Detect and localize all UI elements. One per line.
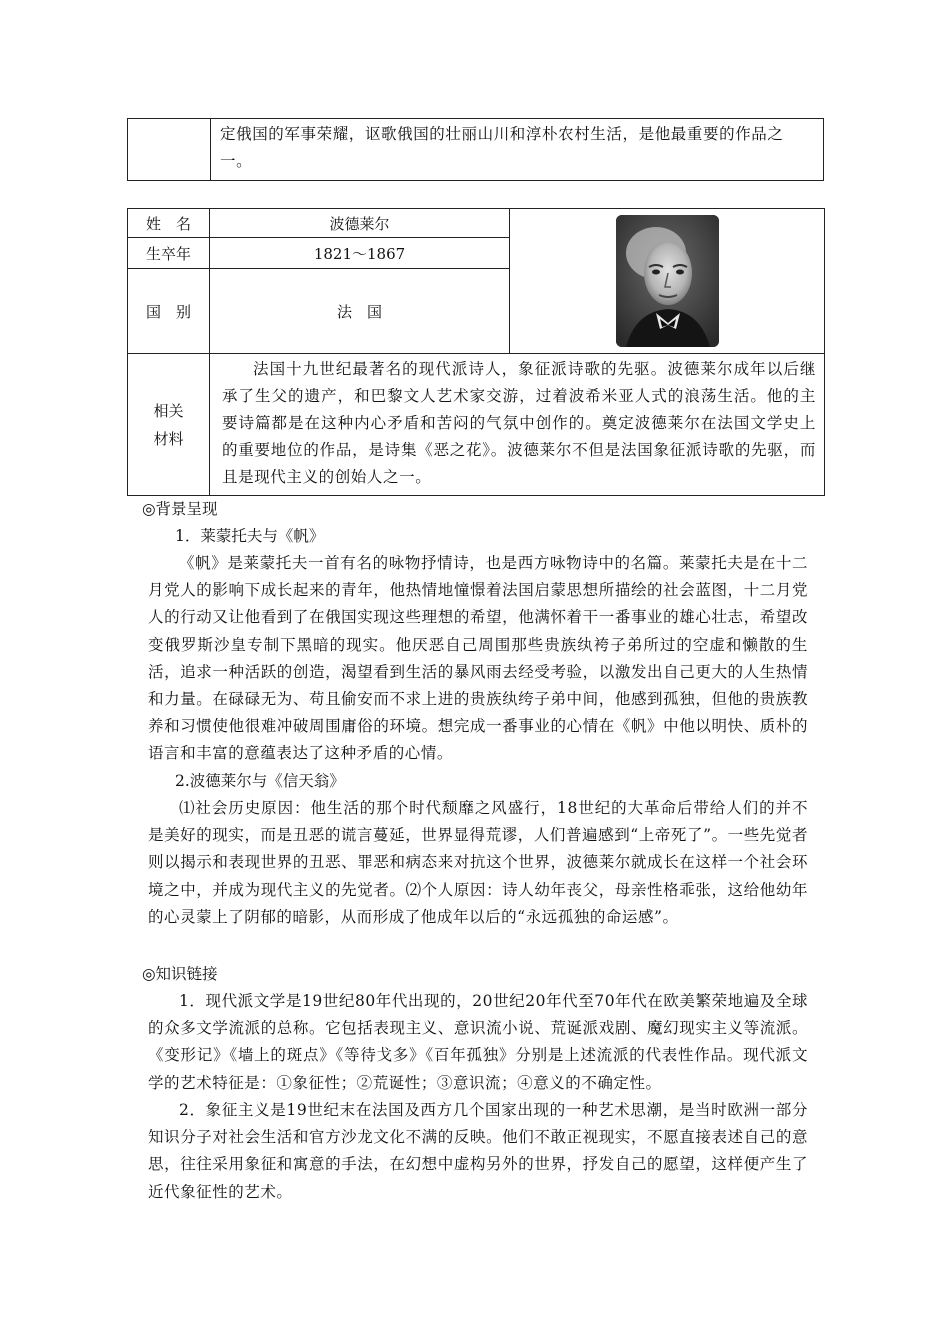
background-heading: ◎背景呈现 (142, 500, 218, 518)
knowledge-paragraph-1-text: 1．现代派文学是19世纪80年代出现的，20世纪20年代至70年代在欧美繁荣地遍及全球的众多文学流派的总称。它包括表现主义、意识流小说、荒诞派戏剧、魔幻现实主义等流派。《变形记》《墙上的斑点》《等待戈多》《百年孤独》分别是上述流派的代表性作品。现代派文学的艺术特征是：①象征性；②荒诞性；③意识流；④意义的不确定性。 (148, 992, 808, 1092)
knowledge-heading: ◎知识链接 (142, 965, 218, 983)
knowledge-paragraph-1 (148, 988, 808, 1097)
material-text (210, 354, 825, 496)
profile-table (127, 208, 825, 496)
background-paragraph-1 (148, 550, 808, 768)
background-paragraph-2 (148, 795, 808, 931)
top-table (127, 118, 824, 181)
top-table-label-cell (128, 119, 211, 181)
background-paragraph-1-text: 《帆》是莱蒙托夫一首有名的咏物抒情诗，也是西方咏物诗中的名篇。莱蒙托夫是在十二月党人的影响下成长起来的青年，他热情地憧憬着法国启蒙思想所描绘的社会蓝图，十二月党人的行动又让他看到了在俄国实现这些理想的希望，他满怀着干一番事业的雄心壮志，希望改变俄罗斯沙皇专制下黑暗的现实。他厌恶自己周围那些贵族纨袴子弟所过的空虚和懒散的生活，追求一种活跃的创造，渴望看到生活的暴风雨去经受考验，以激发出自己更大的人生热情和力量。在碌碌无为、苟且偷安而不求上进的贵族纨绔子弟中间，他感到孤独，但他的贵族教养和习惯使他很难冲破周围庸俗的环境。想完成一番事业的心情在《帆》中他以明快、质朴的语言和丰富的意蕴表达了这种矛盾的心情。 (148, 554, 808, 763)
name-label: 姓 名 (128, 209, 210, 238)
years-label: 生卒年 (128, 238, 210, 269)
name-value: 波德莱尔 (210, 209, 510, 238)
top-table-text: 定俄国的军事荣耀，讴歌俄国的壮丽山川和淳朴农村生活，是他最重要的作品之一。 (211, 119, 824, 181)
country-value: 法 国 (210, 269, 510, 354)
knowledge-paragraph-2-text: 2．象征主义是19世纪末在法国及西方几个国家出现的一种艺术思潮，是当时欧洲一部分知识分子对社会生活和官方沙龙文化不满的反映。他们不敢正视现实，不愿直接表述自己的意思，往往采用象征和寓意的手法，在幻想中虚构另外的世界，抒发自己的愿望，这样便产生了近代象征性的艺术。 (148, 1101, 808, 1201)
material-paragraph: 法国十九世纪最著名的现代派诗人，象征派诗歌的先驱。波德莱尔成年以后继承了生父的遗产，和巴黎文人艺术家交游，过着波希米亚人式的浪荡生活。他的主要诗篇都是在这种内心矛盾和苦闷的气氛中创作的。奠定波德莱尔在法国文学史上的重要地位的作品，是诗集《恶之花》。波德莱尔不但是法国象征派诗歌的先驱，而且是现代主义的创始人之一。 (222, 360, 816, 486)
portrait-photo (616, 215, 719, 347)
years-value: 1821～1867 (210, 238, 510, 269)
material-label-line2: 材料 (153, 429, 184, 448)
background-subheading-2: 2.波德莱尔与《信天翁》 (175, 772, 345, 790)
material-label-line1: 相关 (153, 401, 184, 420)
country-label: 国 别 (128, 269, 210, 354)
portrait-cell (510, 209, 825, 354)
knowledge-paragraph-2 (148, 1097, 808, 1206)
background-paragraph-2-text: ⑴社会历史原因：他生活的那个时代颓靡之风盛行，18世纪的大革命后带给人们的并不是美好的现实，而是丑恶的谎言蔓延，世界显得荒谬，人们普遍感到“上帝死了”。一些先觉者则以揭示和表现世界的丑恶、罪恶和病态来对抗这个世界，波德莱尔就成长在这样一个社会环境之中，并成为现代主义的先觉者。⑵个人原因：诗人幼年丧父，母亲性格乖张，这给他幼年的心灵蒙上了阴郁的暗影，从而形成了他成年以后的“永远孤独的命运感”。 (148, 799, 808, 926)
material-label (128, 354, 210, 496)
background-subheading-1: 1．莱蒙托夫与《帆》 (175, 527, 325, 545)
